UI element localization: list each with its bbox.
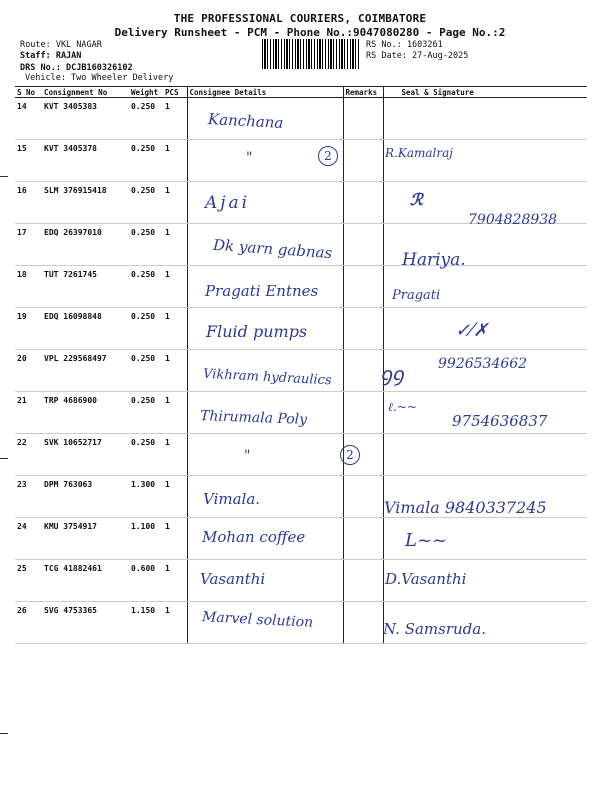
- cell-pcs: 1: [163, 308, 187, 350]
- cell-sno: 16: [15, 182, 42, 224]
- drs-label: DRS No.: DCJB160326102: [20, 63, 133, 73]
- signature: Pragati: [392, 288, 441, 303]
- cell-signature: [383, 98, 587, 140]
- rs-info: [366, 40, 468, 62]
- handwritten-consignee: Thirumala Poly: [199, 408, 308, 428]
- cell-weight: 0.250: [129, 350, 163, 392]
- cell-remarks: [343, 98, 383, 140]
- handwritten-consignee: Fluid pumps: [206, 322, 308, 341]
- rs-number: RS No.: 1603261: [366, 40, 443, 50]
- col-signature: Seal & Signature: [383, 87, 587, 98]
- cell-pcs: 1: [163, 392, 187, 434]
- cell-sno: 19: [15, 308, 42, 350]
- cell-pcs: 1: [163, 518, 187, 560]
- signature-phone: 9754636837: [452, 412, 548, 430]
- cell-sno: 14: [15, 98, 42, 140]
- cell-pcs: 1: [163, 140, 187, 182]
- signature-scribble: L~~: [405, 530, 448, 551]
- punch-mark: [0, 176, 8, 177]
- cell-remarks: [343, 602, 383, 644]
- punch-mark: [0, 733, 8, 734]
- signature: Hariya.: [402, 250, 466, 270]
- table-row: [15, 560, 587, 602]
- cell-sno: 17: [15, 224, 42, 266]
- cell-pcs: 1: [163, 224, 187, 266]
- ditto-mark: ": [246, 150, 253, 166]
- cell-pcs: 1: [163, 560, 187, 602]
- cell-consignment: TUT 7261745: [42, 266, 129, 308]
- remark-circle: 2: [340, 445, 360, 465]
- rs-date: RS Date: 27-Aug-2025: [366, 51, 469, 61]
- table-header-row: [15, 87, 587, 98]
- handwritten-consignee: Marvel solution: [201, 609, 314, 631]
- cell-pcs: 1: [163, 266, 187, 308]
- runsheet-subtitle: Delivery Runsheet - PCM - Phone No.:9047080280 - Page No.:2: [114, 26, 506, 39]
- cell-sno: 23: [15, 476, 42, 518]
- cell-remarks: [343, 140, 383, 182]
- cell-remarks: [343, 308, 383, 350]
- cell-consignment: EDQ 16098848: [42, 308, 129, 350]
- remark-circle: 2: [318, 146, 338, 166]
- cell-remarks: [343, 266, 383, 308]
- company-title: THE PROFESSIONAL COURIERS, COIMBATORE: [173, 12, 427, 25]
- vehicle-label: Vehicle: Two Wheeler Delivery: [25, 73, 174, 83]
- signature-scribble: ✓⁄✗: [455, 320, 489, 341]
- ditto-mark: ": [244, 448, 251, 464]
- cell-signature: [383, 434, 587, 476]
- cell-sno: 15: [15, 140, 42, 182]
- cell-consignment: SVK 10652717: [42, 434, 129, 476]
- cell-pcs: 1: [163, 476, 187, 518]
- cell-sno: 25: [15, 560, 42, 602]
- cell-weight: 0.250: [129, 182, 163, 224]
- handwritten-consignee: Vikhram hydraulics: [202, 366, 332, 389]
- signature: D.Vasanthi: [385, 570, 467, 588]
- cell-sno: 22: [15, 434, 42, 476]
- col-consignment: Consignment No: [42, 87, 129, 98]
- cell-consignment: TRP 4686900: [42, 392, 129, 434]
- cell-consignment: SLM 376915418: [42, 182, 129, 224]
- signature-scribble: ꝯꝯ: [380, 362, 404, 386]
- cell-weight: 0.250: [129, 308, 163, 350]
- signature: R.Kamalraj: [385, 146, 453, 160]
- cell-remarks: [343, 560, 383, 602]
- cell-consignment: KMU 3754917: [42, 518, 129, 560]
- cell-pcs: 1: [163, 434, 187, 476]
- cell-remarks: [343, 350, 383, 392]
- cell-sno: 26: [15, 602, 42, 644]
- handwritten-consignee: Dk yarn gabnas: [212, 235, 333, 263]
- signature-phone: 9926534662: [438, 356, 528, 372]
- cell-weight: 0.250: [129, 392, 163, 434]
- cell-weight: 0.250: [129, 266, 163, 308]
- barcode: [262, 39, 360, 69]
- signature: Vimala 9840337245: [384, 498, 547, 517]
- cell-weight: 0.250: [129, 140, 163, 182]
- cell-pcs: 1: [163, 182, 187, 224]
- cell-weight: 0.250: [129, 98, 163, 140]
- cell-consignee: [187, 434, 343, 476]
- table-row: [15, 434, 587, 476]
- cell-remarks: [343, 224, 383, 266]
- cell-consignment: DPM 763063: [42, 476, 129, 518]
- col-sno: S No: [15, 87, 42, 98]
- table-row: [15, 98, 587, 140]
- cell-weight: 0.250: [129, 434, 163, 476]
- cell-weight: 1.150: [129, 602, 163, 644]
- signature: N. Samsruda.: [383, 620, 486, 638]
- signature-scribble: ℓ.~~: [388, 400, 417, 414]
- cell-remarks: [343, 392, 383, 434]
- cell-weight: 0.250: [129, 224, 163, 266]
- cell-consignment: KVT 3405378: [42, 140, 129, 182]
- col-weight: Weight: [129, 87, 163, 98]
- cell-consignment: EDQ 26397010: [42, 224, 129, 266]
- cell-consignment: KVT 3405383: [42, 98, 129, 140]
- punch-mark: [0, 458, 8, 459]
- col-consignee: Consignee Details: [187, 87, 343, 98]
- handwritten-consignee: Kanchana: [207, 110, 284, 132]
- handwritten-consignee: Vimala.: [203, 490, 261, 508]
- staff-label: Staff: RAJAN: [20, 51, 82, 61]
- cell-weight: 0.600: [129, 560, 163, 602]
- signature-scribble: ℛ: [410, 190, 423, 209]
- cell-sno: 21: [15, 392, 42, 434]
- cell-sno: 24: [15, 518, 42, 560]
- handwritten-consignee: Vasanthi: [200, 570, 266, 588]
- cell-pcs: 1: [163, 602, 187, 644]
- signature-phone: 7904828938: [468, 212, 558, 228]
- cell-weight: 1.100: [129, 518, 163, 560]
- col-pcs: PCS: [163, 87, 187, 98]
- handwritten-consignee: Pragati Entnes: [205, 282, 319, 300]
- cell-remarks: [343, 518, 383, 560]
- table-row: [15, 140, 587, 182]
- cell-consignment: TCG 41882461: [42, 560, 129, 602]
- cell-sno: 20: [15, 350, 42, 392]
- cell-pcs: 1: [163, 350, 187, 392]
- route-label: Route: VKL NAGAR: [20, 40, 102, 50]
- cell-consignment: SVG 4753365: [42, 602, 129, 644]
- cell-weight: 1.300: [129, 476, 163, 518]
- cell-pcs: 1: [163, 98, 187, 140]
- handwritten-consignee: Mohan coffee: [202, 528, 306, 546]
- cell-remarks: [343, 182, 383, 224]
- col-remarks: Remarks: [343, 87, 383, 98]
- handwritten-consignee: Ajai: [205, 193, 251, 213]
- cell-sno: 18: [15, 266, 42, 308]
- cell-remarks: [343, 476, 383, 518]
- cell-consignment: VPL 229568497: [42, 350, 129, 392]
